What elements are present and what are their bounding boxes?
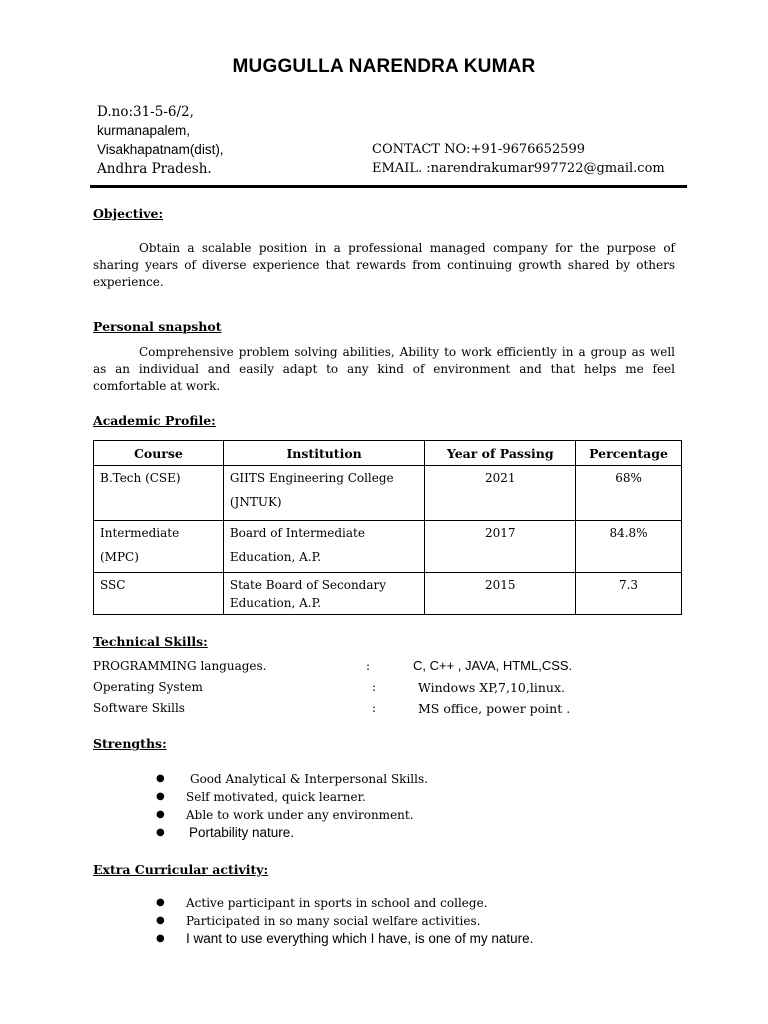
skill-label: Operating System [93,680,203,694]
address-line-2: kurmanapalem, [97,123,191,138]
strengths-heading: Strengths: [93,736,167,751]
column-header: Year of Passing [425,441,576,466]
skill-value: C, C++ , JAVA, HTML,CSS. [413,658,573,673]
percentage-cell: 68% [576,466,682,521]
extra-curricular-heading: Extra Curricular activity: [93,862,269,877]
snapshot-text: Comprehensive problem solving abilities, Ability to work efficiently in a group as well as an individual and easily adapt to any kind of environment and that helps me feel comfortable at work. [93,345,675,393]
table-row [94,466,682,521]
column-header: Course [94,441,224,466]
year-cell: 2021 [425,466,576,521]
address-line-4: Andhra Pradesh. [97,161,212,177]
table-header-row [94,441,682,466]
percentage-cell: 7.3 [576,573,682,615]
course-name: SSC [100,578,126,592]
skill-value: MS office, power point . [418,701,571,716]
academic-heading: Academic Profile: [93,413,216,428]
skill-label: Software Skills [93,701,185,715]
course-name: Intermediate [100,526,180,540]
skill-label: PROGRAMMING languages. [93,659,267,673]
header-divider [90,185,687,188]
skill-separator: : [372,701,377,715]
course-cell [94,573,224,615]
institution-cell [223,573,425,615]
column-header: Percentage [576,441,682,466]
year-cell: 2015 [425,573,576,615]
course-branch: (MPC) [100,550,139,564]
column-header: Institution [223,441,425,466]
institution-line: State Board of Secondary [229,578,387,592]
address-line-1: D.no:31-5-6/2, [97,104,194,120]
course-cell [94,466,224,521]
table-row [94,521,682,573]
institution-line: (JNTUK) [229,495,282,509]
snapshot-heading: Personal snapshot [93,319,222,334]
technical-heading: Technical Skills: [93,634,208,649]
institution-line: Education, A.P. [229,550,322,564]
objective-text: Obtain a scalable position in a professional managed company for the purpose of sharing years of diverse experience that rewards from continuing growth shared by others experience. [93,241,675,289]
percentage-cell: 84.8% [576,521,682,573]
skill-separator: : [372,680,377,694]
academic-table [93,440,682,615]
resume-name: MUGGULLA NARENDRA KUMAR [232,56,536,77]
contact-number: CONTACT NO:+91-9676652599 [372,142,586,157]
institution-line: Board of Intermediate [229,526,365,540]
course-cell [94,521,224,573]
institution-cell [223,466,425,521]
objective-heading: Objective: [93,206,164,221]
institution-line: Education, A.P. [229,596,322,610]
year-cell: 2017 [425,521,576,573]
email-address: EMAIL. :narendrakumar997722@gmail.com [372,161,665,176]
institution-cell [223,521,425,573]
course-name: B.Tech (CSE) [100,471,181,485]
institution-line: GIITS Engineering College [229,471,394,485]
table-row [94,573,682,615]
address-line-3: Visakhapatnam(dist), [97,142,224,157]
skill-value: Windows XP,7,10,linux. [418,680,565,695]
skill-separator: : [366,659,371,673]
